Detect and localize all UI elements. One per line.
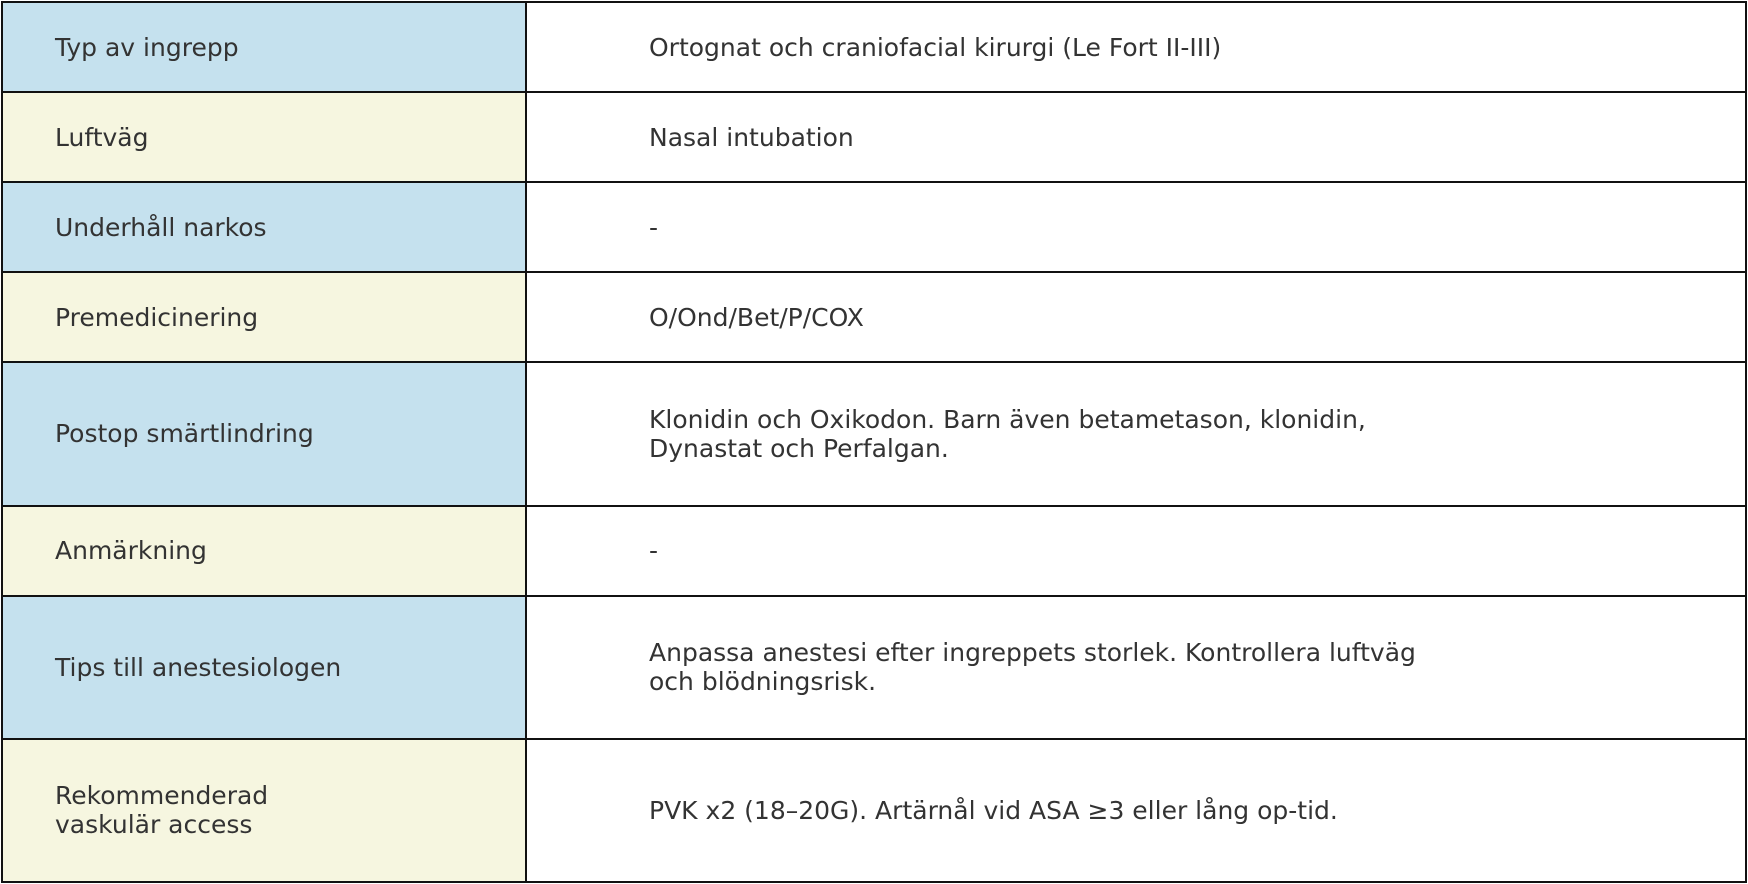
anesthesia-info-table <box>1 1 1747 883</box>
row-value-cell <box>526 272 1746 362</box>
row-label-cell <box>2 92 526 182</box>
row-value: - <box>649 536 659 566</box>
table-row <box>2 182 1746 272</box>
table-row <box>2 739 1746 882</box>
row-value-cell <box>526 506 1746 596</box>
table-row <box>2 2 1746 92</box>
row-label: Typ av ingrepp <box>55 32 239 62</box>
row-value: PVK x2 (18–20G). Artärnål vid ASA ≥3 eller lång op-tid. <box>649 795 1338 825</box>
row-label-cell <box>2 739 526 882</box>
row-label-cell <box>2 506 526 596</box>
row-label: Postop smärtlindring <box>55 419 314 449</box>
row-label: Anmärkning <box>55 536 207 566</box>
row-value: Klonidin och Oxikodon. Barn även betametason, klonidin, Dynastat och Perfalgan. <box>649 404 1366 463</box>
row-value-cell <box>526 739 1746 882</box>
row-label: Underhåll narkos <box>55 212 267 242</box>
table-row <box>2 506 1746 596</box>
row-value-cell <box>526 2 1746 92</box>
row-label: Rekommenderad vaskulär access <box>55 781 269 840</box>
row-label: Tips till anestesiologen <box>55 652 342 682</box>
row-label-cell <box>2 2 526 92</box>
row-label-cell <box>2 596 526 739</box>
table-row <box>2 272 1746 362</box>
row-value: - <box>649 212 659 242</box>
row-value: Ortognat och craniofacial kirurgi (Le Fort II-III) <box>649 32 1222 62</box>
table-row <box>2 596 1746 739</box>
row-value: Nasal intubation <box>649 122 854 152</box>
row-label-cell <box>2 182 526 272</box>
row-label: Premedicinering <box>55 302 259 332</box>
row-label-cell <box>2 272 526 362</box>
row-value-cell <box>526 362 1746 505</box>
row-label: Luftväg <box>55 122 149 152</box>
row-value-cell <box>526 596 1746 739</box>
row-label-cell <box>2 362 526 505</box>
table-row <box>2 92 1746 182</box>
row-value-cell <box>526 92 1746 182</box>
row-value-cell <box>526 182 1746 272</box>
row-value: O/Ond/Bet/P/COX <box>649 302 864 332</box>
table-row <box>2 362 1746 505</box>
row-value: Anpassa anestesi efter ingreppets storlek. Kontrollera luftväg och blödningsrisk. <box>649 638 1416 697</box>
